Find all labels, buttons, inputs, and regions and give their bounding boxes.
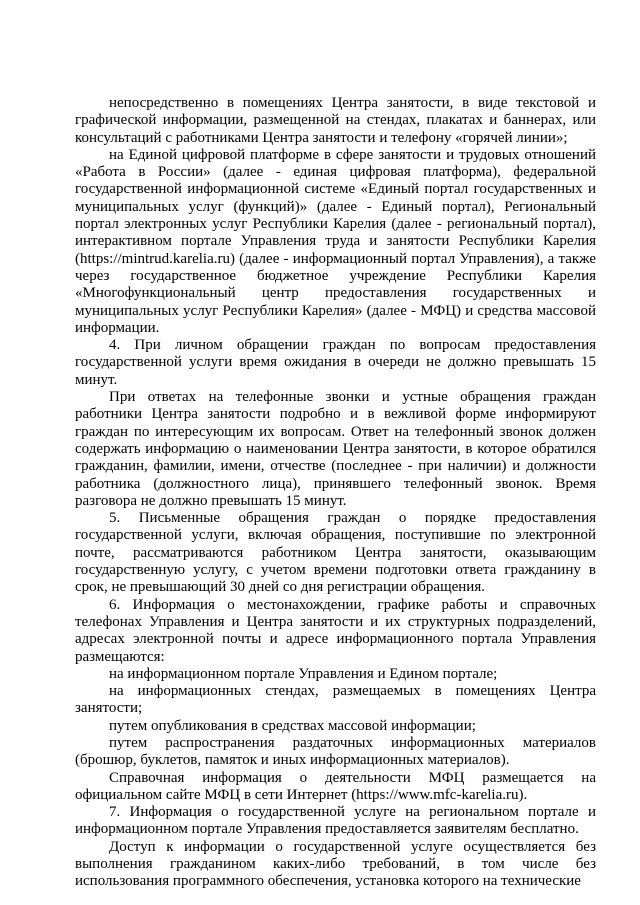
list-item-media: путем опубликования в средствах массовой информации; (109, 717, 476, 734)
paragraph-access: Доступ к информации о государственной услуге осуществляется без выполнения гражданином каких-либо требований, в том числе без использования программного обеспечения, установка которого на технические (75, 838, 596, 890)
paragraph-item-4: 4. При личном обращении граждан по вопросам предоставления государственной услуги время ожидания в очереди не должно превышать 15 минут. (75, 337, 596, 388)
list-item-handouts: путем распространения раздаточных информационных материалов (брошюр, буклетов, памяток и иных информационных материалов). (75, 734, 596, 769)
paragraph-mfc-info: Справочная информация о деятельности МФЦ размещается на официальном сайте МФЦ в сети Интернет (https://www.mfc-karelia.ru). (75, 769, 596, 803)
list-item-portal: на информационном портале Управления и Едином портале; (109, 665, 498, 682)
paragraph-item-5: 5. Письменные обращения граждан о порядке предоставления государственной услуги, включая обращения, поступившие по электронной почте, рассматриваются работником Центра занятости, оказывающим государственную услугу, с учетом времени подготовки ответа гражданину в срок, не превышающий 30 дней со дня регистрации обращения. (75, 510, 596, 596)
document-page (75, 95, 596, 891)
paragraph-continuation: непосредственно в помещениях Центра занятости, в виде текстовой и графической информации, размещенной на стендах, плакатах и баннерах, или консультаций с работниками Центра занятости и телефону «горячей линии»; (75, 95, 596, 146)
paragraph-item-6: 6. Информация о местонахождении, графике работы и справочных телефонах Управления и Центра занятости и их структурных подразделений, адресах электронной почты и адресе информационного портала Управления размещаются: (75, 596, 596, 665)
paragraph-item-7: 7. Информация о государственной услуге на региональном портале и информационном портале Управления предоставляется заявителям бесплатно. (75, 804, 596, 838)
paragraph-phone-calls: При ответах на телефонные звонки и устные обращения граждан работники Центра занятости подробно и в вежливой форме информируют граждан по интересующим их вопросам. Ответ на телефонный звонок должен содержать информацию о наименовании Центра занятости, в которое обратился гражданин, фамилии, имени, отчестве (последнее - при наличии) и должности работника (должностного лица), принявшего телефонный звонок. Время разговора не должно превышать 15 минут. (75, 389, 596, 509)
list-item-stands: на информационных стендах, размещаемых в помещениях Центра занятости; (75, 683, 596, 717)
paragraph-digital-platform: на Единой цифровой платформе в сфере занятости и трудовых отношений «Работа в России» (далее - единая цифровая платформа), федеральной государственной информационной системе «Единый портал государственных и муниципальных услуг (функций)» (далее - Единый портал), Региональный портал электронных услуг Республики Карелия (далее - региональный портал), интерактивном портале Управления труда и занятости Республики Карелия (https://mintrud.karelia.ru) (далее - информационный портал Управления), а также через государственное бюджетное учреждение Республики Карелия «Многофункциональный центр предоставления государственных и муниципальных услуг Республики Карелия» (далее - МФЦ) и средства массовой информации. (75, 146, 596, 336)
